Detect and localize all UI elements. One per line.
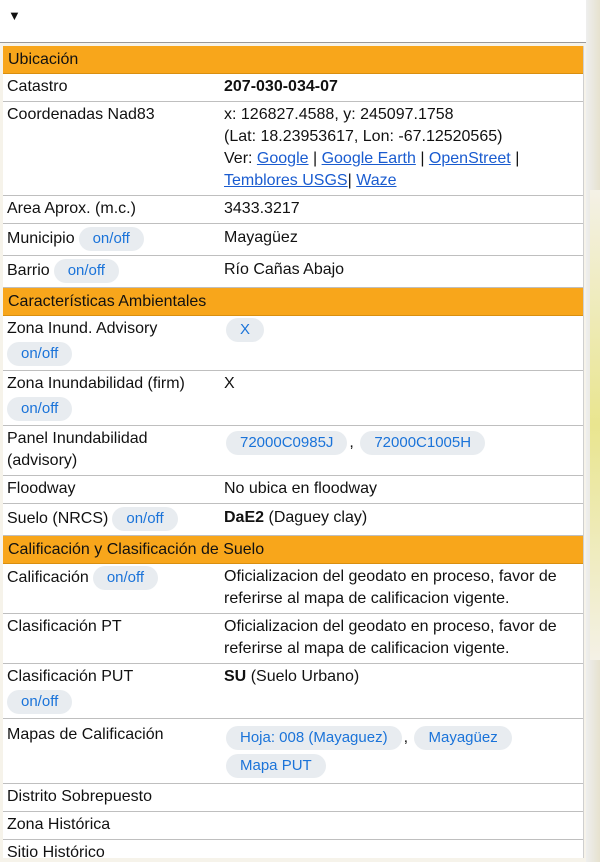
row-zona-firm: [3, 371, 583, 426]
row-clasificacion-pt: [3, 614, 583, 664]
google-link[interactable]: Google: [256, 150, 309, 167]
coordenadas-label: Coordenadas Nad83: [7, 106, 155, 123]
calificacion-label: Calificación: [7, 569, 89, 586]
calificacion-toggle[interactable]: on/off: [93, 566, 158, 590]
clasificacion-put-label: Clasificación PUT: [7, 668, 134, 685]
zona-advisory-label: Zona Inund. Advisory: [7, 320, 158, 337]
background-decoration: [590, 190, 600, 660]
area-label: Area Aprox. (m.c.): [7, 200, 136, 217]
suelo-toggle[interactable]: on/off: [112, 507, 177, 531]
row-suelo: [3, 504, 583, 536]
barrio-toggle[interactable]: on/off: [54, 259, 119, 283]
municipio-toggle[interactable]: on/off: [79, 227, 144, 251]
area-value: 3433.3217: [224, 200, 300, 217]
catastro-label: Catastro: [7, 78, 68, 95]
panel-value-2[interactable]: 72000C1005H: [360, 431, 485, 455]
calificacion-value: Oficializacion del geodato en proceso, favor de referirse al mapa de calificacion vigente.: [224, 568, 557, 607]
coordenadas-xy: x: 126827.4588, y: 245097.1758: [224, 106, 454, 123]
mapa-mayaguez-button[interactable]: Mayagüez: [414, 726, 511, 750]
coordenadas-latlon: (Lat: 18.23953617, Lon: -67.12520565): [224, 128, 503, 145]
zona-firm-label: Zona Inundabilidad (firm): [7, 375, 185, 392]
openstreet-link[interactable]: OpenStreet: [428, 150, 511, 167]
zona-advisory-value[interactable]: X: [226, 318, 264, 342]
clasificacion-pt-value: Oficializacion del geodato en proceso, favor de referirse al mapa de calificacion vigente.: [224, 618, 557, 657]
row-municipio: [3, 224, 583, 256]
section-ambientales: Características Ambientales: [3, 288, 583, 316]
section-calificacion: Calificación y Clasificación de Suelo: [3, 536, 583, 564]
sitio-historico-label: Sitio Histórico: [7, 844, 105, 858]
zona-firm-toggle[interactable]: on/off: [7, 397, 72, 421]
suelo-label: Suelo (NRCS): [7, 510, 109, 527]
zona-historica-label: Zona Histórica: [7, 816, 111, 833]
zona-firm-value: X: [224, 375, 235, 392]
floodway-value: No ubica en floodway: [224, 480, 377, 497]
floodway-label: Floodway: [7, 480, 76, 497]
row-zona-advisory: [3, 316, 583, 371]
row-panel: Panel Inundabilidad (advisory) 72000C0985J , 72000C1005H: [3, 426, 583, 476]
row-distrito: [3, 784, 583, 812]
distrito-label: Distrito Sobrepuesto: [7, 788, 152, 805]
row-catastro: [3, 74, 583, 102]
panel-value-1[interactable]: 72000C0985J: [226, 431, 347, 455]
barrio-value: Río Cañas Abajo: [224, 261, 345, 278]
row-clasificacion-put: [3, 664, 583, 719]
zona-advisory-toggle[interactable]: on/off: [7, 342, 72, 366]
row-floodway: [3, 476, 583, 504]
row-coordenadas: [3, 102, 583, 196]
barrio-label: Barrio: [7, 262, 50, 279]
suelo-desc: (Daguey clay): [268, 509, 368, 526]
google-earth-link[interactable]: Google Earth: [321, 150, 416, 167]
row-barrio: [3, 256, 583, 288]
row-sitio-historico: [3, 840, 583, 858]
clasificacion-pt-label: Clasificación PT: [7, 618, 122, 635]
clasificacion-put-code: SU: [224, 668, 247, 685]
mapa-put-button[interactable]: Mapa PUT: [226, 754, 326, 778]
clasificacion-put-desc: (Suelo Urbano): [250, 668, 360, 685]
catastro-value: 207-030-034-07: [224, 78, 338, 95]
map-links: Ver: Google | Google Earth | OpenStreet | Temblores USGS| Waze: [224, 150, 520, 189]
panel-label: Panel Inundabilidad (advisory): [7, 430, 148, 469]
section-ubicacion: Ubicación: [3, 46, 583, 74]
row-mapas: Mapas de Calificación Hoja: 008 (Mayaguez) , Mayagüez Mapa PUT: [3, 719, 583, 784]
mapa-hoja-button[interactable]: Hoja: 008 (Mayaguez): [226, 726, 402, 750]
clasificacion-put-toggle[interactable]: on/off: [7, 690, 72, 714]
top-bar: [0, 0, 586, 43]
property-info-panel: [3, 46, 584, 858]
temblores-usgs-link[interactable]: Temblores USGS: [224, 172, 348, 189]
mapas-label: Mapas de Calificación: [7, 726, 164, 743]
suelo-code: DaE2: [224, 509, 265, 526]
row-area: [3, 196, 583, 224]
municipio-label: Municipio: [7, 230, 75, 247]
waze-link[interactable]: Waze: [356, 172, 397, 189]
chevron-down-icon[interactable]: ▼: [8, 8, 21, 23]
row-calificacion: [3, 564, 583, 614]
row-zona-historica: [3, 812, 583, 840]
ver-label: Ver:: [224, 150, 253, 167]
municipio-value: Mayagüez: [224, 229, 298, 246]
